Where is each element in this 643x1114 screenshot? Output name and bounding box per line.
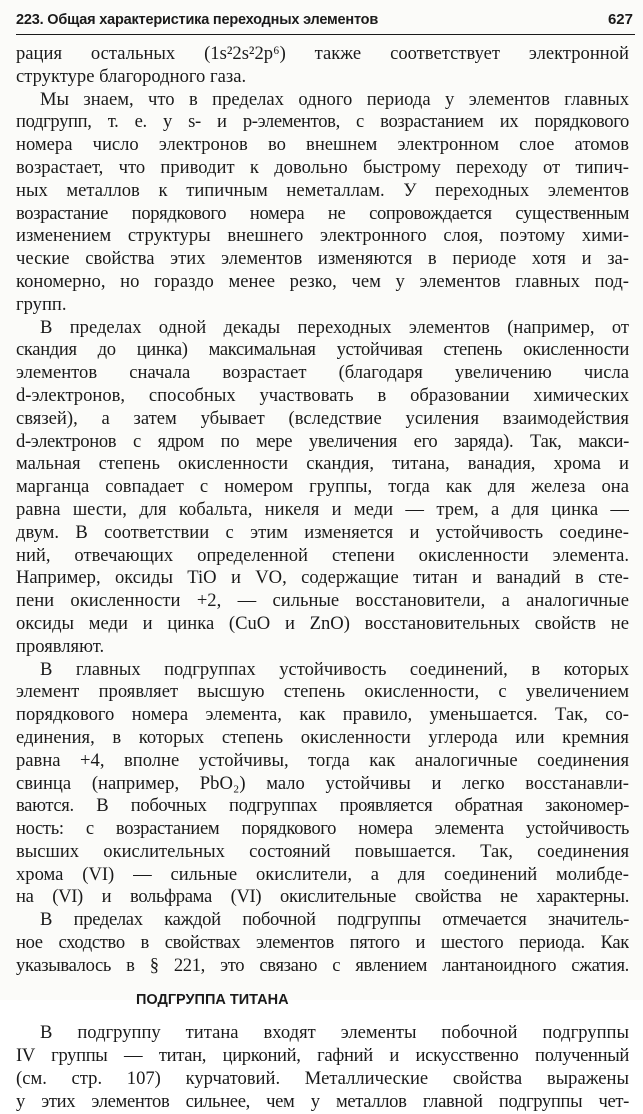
text-line: структуре благородного газа. [16, 65, 247, 87]
text-line: элементов сначала возрастает (благодаря увеличению числа [16, 362, 629, 384]
text-line: Мы знаем, что в пределах одного периода у элементов главных [40, 88, 629, 110]
text-line: высших окислительных состояний повышается. Так, соединения [16, 840, 629, 862]
text-line: равна шести, для кобальта, никеля и меди — трем, а для цинка — [16, 498, 629, 520]
text-line: групп. [16, 293, 67, 315]
text-line: на (VI) и вольфрама (VI) окислительные свойства не характерны. [16, 886, 629, 908]
paragraph-periodic-trend [16, 89, 629, 317]
text-line: проявляют. [16, 635, 105, 657]
text-line: d-электронов, способных участвовать в образовании химических [16, 384, 629, 406]
text-line: порядкового номера элемента, как правило, уменьшается. Так, со- [16, 704, 629, 726]
text-line: ческие свойства этих элементов изменяются в периоде хотя и за- [16, 248, 629, 270]
text-line: скандия до цинка) максимальная устойчивая степень окисленности [16, 339, 629, 361]
text-line: IV группы — титан, цирконий, гафний и искусственно полученный [16, 1045, 629, 1067]
text-line: единения, в которых степень окисленности углерода или кремния [16, 726, 629, 748]
text-line: ний, отвечающих определенной степени окисленности элемента. [16, 544, 629, 566]
text-line: номера число электронов во внешнем электронном слое атомов [16, 134, 629, 156]
page-number: 627 [607, 11, 633, 28]
text-line: указывалось в § 221, это связано с явлением лантаноидного сжатия. [16, 954, 629, 976]
text-line: пени окисленности +2, — сильные восстановители, а аналогичные [16, 590, 629, 612]
text-line: возрастает, что приводит к довольно быстрому переходу от типич- [16, 156, 629, 178]
text-line: возрастание порядкового номера не сопровождается существенным [16, 202, 629, 224]
text-line: у этих элементов сильнее, чем у металлов главной подгруппы чет- [16, 1090, 629, 1112]
text-line: d-электронов с ядром по мере увеличения его заряда). Так, макси- [16, 430, 629, 452]
paragraph-continuation [16, 43, 629, 89]
text-line: ность: с возрастанием порядкового номера элемента устойчивость [16, 818, 629, 840]
text-line: связей), а затем убывает (вследствие усиления взаимодействия [16, 407, 629, 429]
text-line: (см. стр. 107) курчатовий. Металлические свойства выражены [16, 1068, 629, 1090]
text-line: хрома (VI) — сильные окислители, а для соединений молибде- [16, 863, 629, 885]
section-heading: ПОДГРУППА ТИТАНА [136, 991, 289, 1008]
text-line: Например, оксиды TiO и VO, содержащие титан и ванадий в сте- [16, 567, 629, 589]
text-line: рация остальных (1s²2s²2p⁶) также соответствует электронной [16, 43, 629, 64]
text-line: оксиды меди и цинка (CuO и ZnO) восстановительных свойств не [16, 612, 629, 634]
paragraph-side-subgroups [16, 909, 629, 977]
text-line: В подгруппу титана входят элементы побочной подгруппы [40, 1022, 629, 1044]
text-line: ваются. В побочных подгруппах проявляется обратная закономер- [16, 795, 629, 817]
text-line: ных металлов к типичным неметаллам. У переходных элементов [16, 179, 629, 201]
text-line: двум. В соответствии с этим изменяется и устойчивость соедине- [16, 521, 629, 543]
text-line: равна +4, вполне устойчивы, тогда как аналогичные соединения [16, 749, 629, 771]
text-line: мальная степень окисленности скандия, титана, ванадия, хрома и [16, 453, 629, 475]
header-title: 223. Общая характеристика переходных элементов [16, 12, 379, 28]
text-line: свинца (например, PbO₂) мало устойчивы и легко восстанавли- [16, 772, 629, 794]
text-line: подгрупп, т. е. у s- и p-элементов, с возрастанием их порядкового [16, 111, 629, 133]
text-line: ное сходство в свойствах элементов пятого и шестого периода. Как [16, 932, 629, 954]
text-line: элемент проявляет высшую степень окисленности, с увеличением [16, 681, 629, 703]
text-line: марганца совпадает с номером группы, тогда как для железа она [16, 476, 629, 498]
body-text [16, 43, 629, 1114]
text-line: В главных подгруппах устойчивость соединений, в которых [40, 658, 629, 680]
running-header [16, 8, 635, 35]
text-line: кономерно, но гораздо менее резко, чем у элементов главных под- [16, 270, 629, 292]
text-line: изменением структуры внешнего электронного слоя, поэтому хими- [16, 225, 629, 247]
paragraph-main-subgroups [16, 659, 629, 910]
paragraph-titanium-subgroup [16, 1022, 629, 1113]
text-line: В пределах каждой побочной подгруппы отмечается значитель- [40, 909, 629, 931]
paragraph-decade [16, 317, 629, 659]
text-line: В пределах одной декады переходных элементов (например, от [40, 316, 629, 338]
